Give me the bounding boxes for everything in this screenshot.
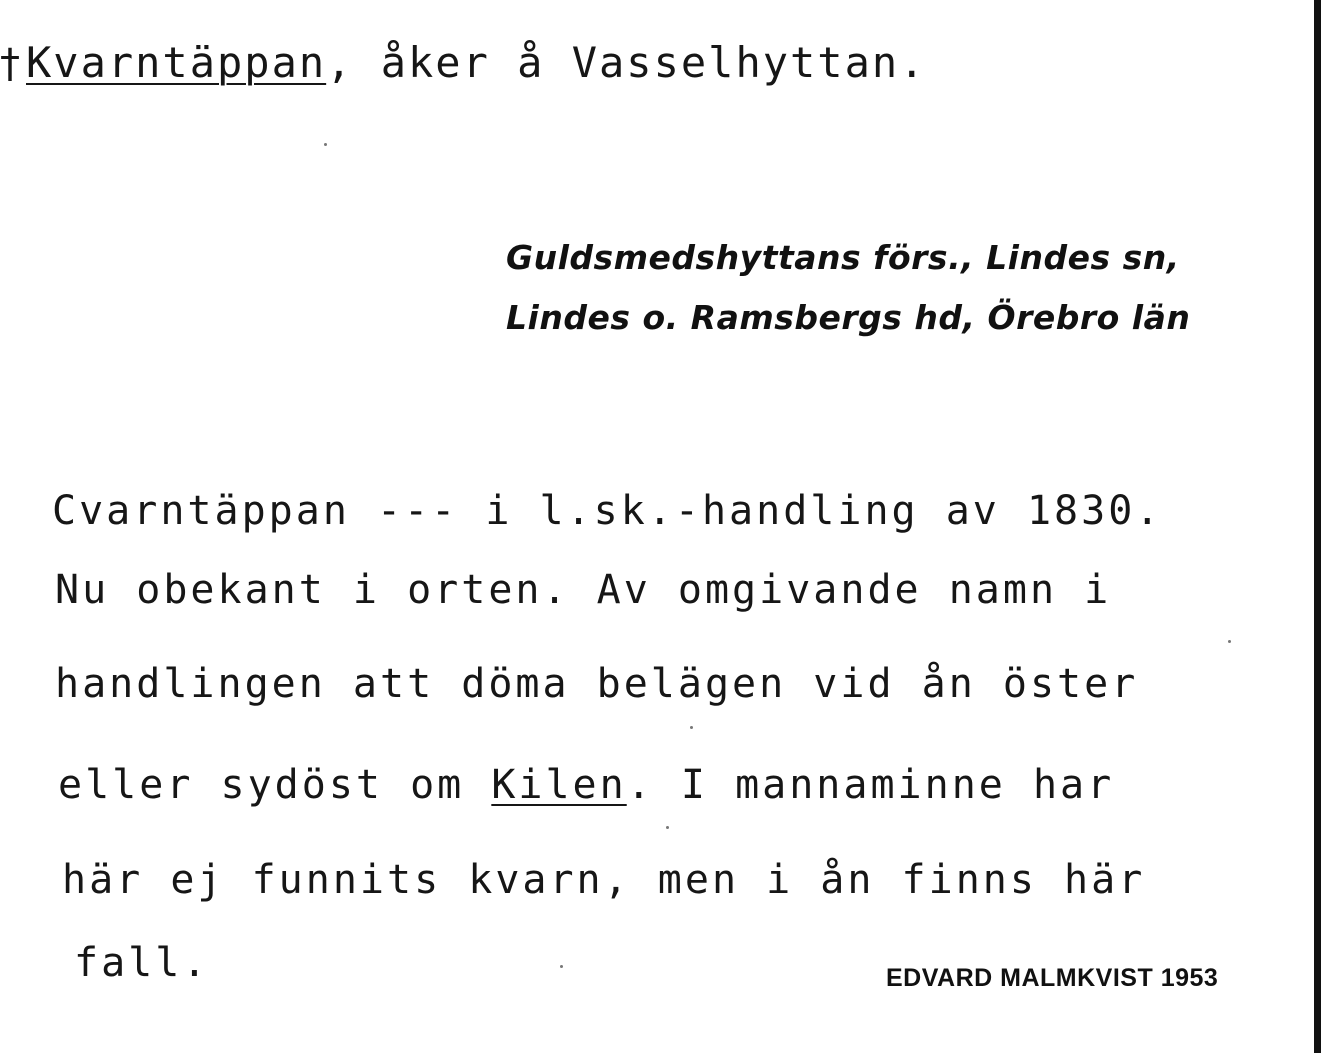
body-line-6: fall. xyxy=(74,940,210,986)
card-heading xyxy=(0,38,926,87)
body-line-1: Cvarntäppan --- i l.sk.-handling av 1830. xyxy=(52,488,1163,534)
card-edge-border xyxy=(1314,0,1321,1053)
parish-line-1: Guldsmedshyttans förs., Lindes sn, xyxy=(506,238,1180,277)
place-name: Kvarntäppan xyxy=(26,38,327,87)
body-line-4-start: eller sydöst om xyxy=(58,762,492,808)
body-line-4 xyxy=(58,762,1114,808)
body-line-4-end: . I mannaminne har xyxy=(626,762,1115,808)
body-line-3: handlingen att döma belägen vid ån öster xyxy=(55,661,1139,707)
reference-name: Kilen xyxy=(491,762,627,808)
parish-line-2: Lindes o. Ramsbergs hd, Örebro län xyxy=(506,298,1191,337)
paper-speck xyxy=(560,965,563,968)
paper-speck xyxy=(666,826,669,829)
paper-speck xyxy=(324,143,327,146)
body-line-5: här ej funnits kvarn, men i ån finns här xyxy=(62,857,1146,903)
paper-speck xyxy=(1228,640,1231,643)
body-line-2: Nu obekant i orten. Av omgivande namn i xyxy=(55,567,1112,613)
author-signature: EDVARD MALMKVIST 1953 xyxy=(886,964,1219,992)
cross-mark-icon: † xyxy=(0,41,22,87)
paper-speck xyxy=(690,726,693,729)
place-description: , åker å Vasselhyttan. xyxy=(326,38,927,87)
